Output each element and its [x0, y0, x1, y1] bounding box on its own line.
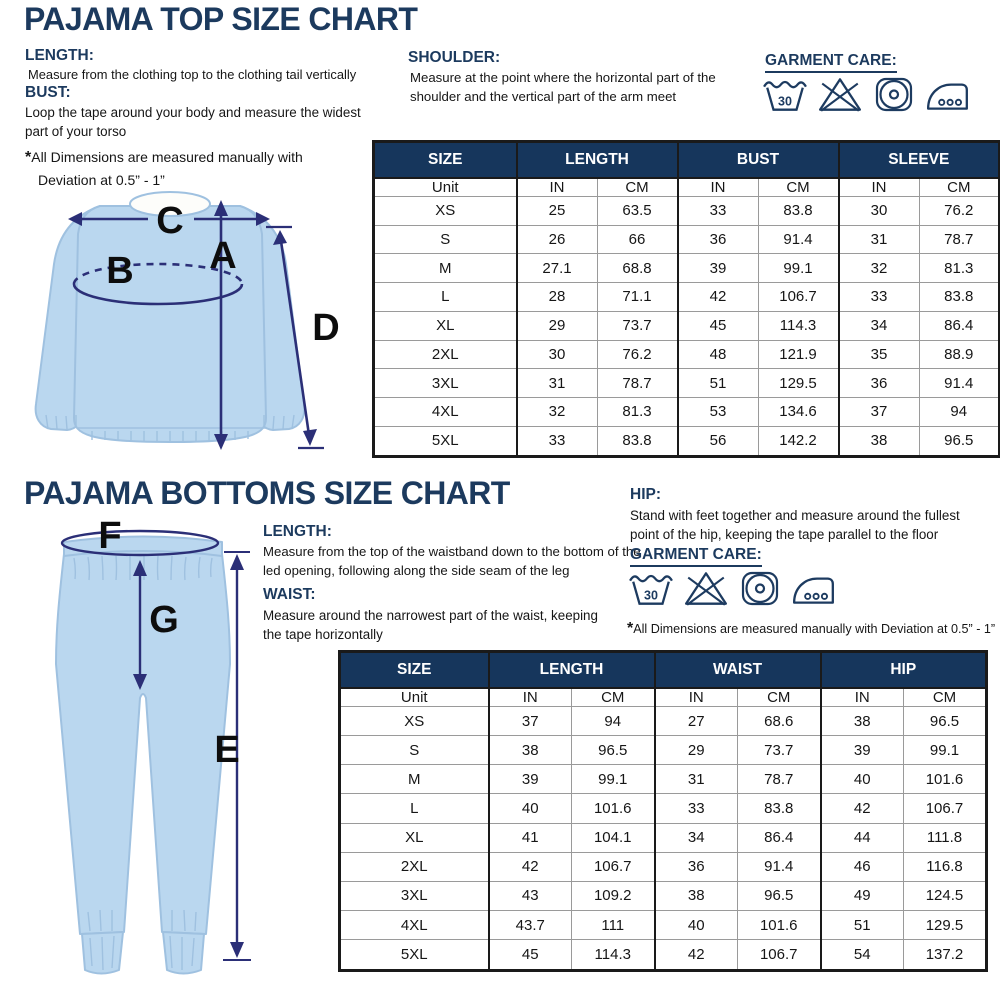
unit-label-cell: Unit — [374, 178, 517, 197]
value-cell: 51 — [678, 369, 759, 398]
value-cell: 96.5 — [919, 426, 1000, 456]
unit-cell: CM — [904, 688, 987, 707]
hip-label: HIP: — [630, 486, 661, 503]
value-cell: 45 — [489, 940, 572, 971]
col-header-size: SIZE — [374, 142, 517, 179]
value-cell: 43.7 — [489, 910, 572, 939]
value-cell: 53 — [678, 397, 759, 426]
value-cell: 38 — [655, 881, 738, 910]
value-cell: 134.6 — [758, 397, 839, 426]
bottoms-length-desc: Measure from the top of the waistband down to the bottom of the led opening, following along the side seam of the leg — [263, 544, 641, 578]
size-cell: XL — [374, 311, 517, 340]
garment-care-icons-bottoms — [628, 568, 837, 608]
value-cell: 29 — [517, 311, 598, 340]
value-cell: 56 — [678, 426, 759, 456]
value-cell: 81.3 — [919, 254, 1000, 283]
size-cell: XL — [340, 823, 489, 852]
shoulder-label: SHOULDER: — [408, 49, 501, 66]
col-header-length: LENGTH — [517, 142, 678, 179]
value-cell: 81.3 — [597, 397, 678, 426]
length-label: LENGTH: — [25, 47, 94, 64]
top-size-table-body — [374, 197, 1000, 457]
value-cell: 32 — [517, 397, 598, 426]
unit-cell: CM — [738, 688, 821, 707]
value-cell: 28 — [517, 283, 598, 312]
table-row — [340, 852, 987, 881]
right-cuff — [163, 932, 204, 974]
size-cell: 3XL — [374, 369, 517, 398]
value-cell: 31 — [839, 225, 920, 254]
bottoms-waist-label: WAIST: — [263, 586, 316, 603]
size-cell: XS — [340, 707, 489, 736]
size-cell: L — [374, 283, 517, 312]
value-cell: 106.7 — [572, 852, 655, 881]
value-cell: 78.7 — [597, 369, 678, 398]
table-row — [340, 707, 987, 736]
value-cell: 29 — [655, 736, 738, 765]
value-cell: 27 — [655, 707, 738, 736]
size-cell: L — [340, 794, 489, 823]
value-cell: 101.6 — [572, 794, 655, 823]
value-cell: 96.5 — [572, 736, 655, 765]
diagram-label-c: C — [156, 200, 184, 242]
value-cell: 68.8 — [597, 254, 678, 283]
col-header-waist: WAIST — [655, 652, 821, 689]
value-cell: 83.8 — [919, 283, 1000, 312]
unit-label-cell: Unit — [340, 688, 489, 707]
pajama-top-illustration — [8, 186, 368, 468]
table-row — [340, 736, 987, 765]
note-line1: All Dimensions are measured manually with — [31, 149, 303, 165]
table-row — [374, 397, 1000, 426]
value-cell: 38 — [489, 736, 572, 765]
value-cell: 40 — [821, 765, 904, 794]
diagram-label-g: G — [149, 599, 179, 641]
value-cell: 42 — [655, 940, 738, 971]
value-cell: 34 — [839, 311, 920, 340]
wash-temp: 30 — [644, 588, 658, 603]
table-row — [340, 765, 987, 794]
value-cell: 78.7 — [738, 765, 821, 794]
value-cell: 83.8 — [597, 426, 678, 456]
value-cell: 142.2 — [758, 426, 839, 456]
value-cell: 33 — [517, 426, 598, 456]
value-cell: 86.4 — [919, 311, 1000, 340]
diagram-label-a: A — [209, 235, 237, 277]
note-asterisk: * — [627, 620, 634, 637]
value-cell: 44 — [821, 823, 904, 852]
size-cell: 3XL — [340, 881, 489, 910]
value-cell: 42 — [821, 794, 904, 823]
do-not-bleach-icon — [817, 74, 863, 114]
value-cell: 30 — [839, 197, 920, 226]
value-cell: 33 — [655, 794, 738, 823]
unit-row — [340, 688, 987, 707]
size-cell: 5XL — [340, 940, 489, 971]
value-cell: 94 — [919, 397, 1000, 426]
value-cell: 54 — [821, 940, 904, 971]
value-cell: 31 — [655, 765, 738, 794]
value-cell: 111.8 — [904, 823, 987, 852]
value-cell: 106.7 — [758, 283, 839, 312]
value-cell: 104.1 — [572, 823, 655, 852]
unit-cell: IN — [678, 178, 759, 197]
unit-cell: CM — [572, 688, 655, 707]
value-cell: 49 — [821, 881, 904, 910]
col-header-size: SIZE — [340, 652, 489, 689]
value-cell: 42 — [489, 852, 572, 881]
value-cell: 37 — [839, 397, 920, 426]
iron-icon — [925, 74, 971, 114]
table-row — [374, 369, 1000, 398]
value-cell: 78.7 — [919, 225, 1000, 254]
value-cell: 94 — [572, 707, 655, 736]
value-cell: 71.1 — [597, 283, 678, 312]
value-cell: 68.6 — [738, 707, 821, 736]
value-cell: 33 — [839, 283, 920, 312]
diagram-label-e: E — [214, 729, 240, 771]
unit-cell: IN — [821, 688, 904, 707]
value-cell: 121.9 — [758, 340, 839, 369]
wash-30-icon — [628, 568, 674, 608]
value-cell: 51 — [821, 910, 904, 939]
table-row — [374, 197, 1000, 226]
value-cell: 41 — [489, 823, 572, 852]
value-cell: 39 — [821, 736, 904, 765]
value-cell: 34 — [655, 823, 738, 852]
pajama-bottoms-illustration — [22, 514, 284, 986]
value-cell: 96.5 — [738, 881, 821, 910]
tumble-dry-icon — [738, 568, 782, 608]
value-cell: 48 — [678, 340, 759, 369]
value-cell: 46 — [821, 852, 904, 881]
size-cell: 2XL — [374, 340, 517, 369]
pants-body — [56, 549, 230, 934]
top-chart-title: PAJAMA TOP SIZE CHART — [24, 1, 418, 37]
value-cell: 36 — [839, 369, 920, 398]
value-cell: 36 — [678, 225, 759, 254]
value-cell: 116.8 — [904, 852, 987, 881]
value-cell: 106.7 — [904, 794, 987, 823]
bottoms-chart-title: PAJAMA BOTTOMS SIZE CHART — [24, 475, 510, 511]
wash-30-icon — [762, 74, 808, 114]
value-cell: 66 — [597, 225, 678, 254]
hip-desc: Stand with feet together and measure around the fullest point of the hip, keeping the tape parallel to the floor — [630, 508, 960, 543]
col-header-bust: BUST — [678, 142, 839, 179]
value-cell: 88.9 — [919, 340, 1000, 369]
unit-cell: CM — [597, 178, 678, 197]
iron-icon — [791, 568, 837, 608]
unit-cell: CM — [919, 178, 1000, 197]
bottoms-length-label: LENGTH: — [263, 523, 332, 540]
value-cell: 39 — [489, 765, 572, 794]
value-cell: 33 — [678, 197, 759, 226]
table-row — [340, 881, 987, 910]
unit-row — [374, 178, 1000, 197]
value-cell: 83.8 — [738, 794, 821, 823]
table-row — [374, 254, 1000, 283]
value-cell: 129.5 — [758, 369, 839, 398]
top-note — [25, 146, 365, 191]
shoulder-desc: Measure at the point where the horizontal part of the shoulder and the vertical part of the arm meet — [410, 70, 716, 104]
table-row — [374, 340, 1000, 369]
col-header-length: LENGTH — [489, 652, 655, 689]
garment-care-label: GARMENT CARE: — [765, 52, 897, 73]
value-cell: 39 — [678, 254, 759, 283]
value-cell: 106.7 — [738, 940, 821, 971]
value-cell: 99.1 — [758, 254, 839, 283]
size-cell: 4XL — [374, 397, 517, 426]
size-cell: M — [340, 765, 489, 794]
wash-temp: 30 — [778, 94, 792, 109]
value-cell: 101.6 — [904, 765, 987, 794]
value-cell: 99.1 — [904, 736, 987, 765]
value-cell: 38 — [839, 426, 920, 456]
unit-cell: IN — [839, 178, 920, 197]
table-header-row — [374, 142, 1000, 179]
table-row — [374, 225, 1000, 254]
value-cell: 76.2 — [597, 340, 678, 369]
col-header-hip: HIP — [821, 652, 987, 689]
value-cell: 124.5 — [904, 881, 987, 910]
unit-cell: IN — [655, 688, 738, 707]
table-row — [374, 311, 1000, 340]
value-cell: 109.2 — [572, 881, 655, 910]
value-cell: 36 — [655, 852, 738, 881]
value-cell: 38 — [821, 707, 904, 736]
value-cell: 86.4 — [738, 823, 821, 852]
size-cell: 4XL — [340, 910, 489, 939]
unit-cell: IN — [517, 178, 598, 197]
size-cell: S — [374, 225, 517, 254]
size-cell: 2XL — [340, 852, 489, 881]
value-cell: 91.4 — [758, 225, 839, 254]
value-cell: 30 — [517, 340, 598, 369]
bust-label: BUST: — [25, 84, 71, 101]
tumble-dry-icon — [872, 74, 916, 114]
value-cell: 25 — [517, 197, 598, 226]
unit-cell: CM — [758, 178, 839, 197]
value-cell: 73.7 — [738, 736, 821, 765]
value-cell: 31 — [517, 369, 598, 398]
value-cell: 35 — [839, 340, 920, 369]
value-cell: 40 — [489, 794, 572, 823]
do-not-bleach-icon — [683, 568, 729, 608]
value-cell: 45 — [678, 311, 759, 340]
garment-care-label-bottoms: GARMENT CARE: — [630, 546, 762, 567]
diagram-label-d: D — [312, 307, 340, 349]
size-cell: S — [340, 736, 489, 765]
top-size-table — [372, 140, 1000, 458]
value-cell: 129.5 — [904, 910, 987, 939]
value-cell: 114.3 — [572, 940, 655, 971]
length-desc: Measure from the clothing top to the clothing tail vertically — [28, 67, 357, 82]
value-cell: 83.8 — [758, 197, 839, 226]
value-cell: 91.4 — [738, 852, 821, 881]
diagram-label-b: B — [106, 250, 134, 292]
value-cell: 111 — [572, 910, 655, 939]
value-cell: 63.5 — [597, 197, 678, 226]
value-cell: 40 — [655, 910, 738, 939]
value-cell: 32 — [839, 254, 920, 283]
value-cell: 43 — [489, 881, 572, 910]
value-cell: 76.2 — [919, 197, 1000, 226]
value-cell: 27.1 — [517, 254, 598, 283]
garment-care-icons — [762, 74, 971, 114]
note-asterisk: * — [25, 149, 32, 166]
value-cell: 99.1 — [572, 765, 655, 794]
value-cell: 91.4 — [919, 369, 1000, 398]
value-cell: 137.2 — [904, 940, 987, 971]
size-cell: XS — [374, 197, 517, 226]
value-cell: 96.5 — [904, 707, 987, 736]
bottoms-note-text: All Dimensions are measured manually with Deviation at 0.5” - 1” — [633, 622, 996, 636]
bottoms-size-table-body — [340, 707, 987, 971]
value-cell: 101.6 — [738, 910, 821, 939]
bottoms-note — [627, 617, 995, 641]
unit-cell: IN — [489, 688, 572, 707]
bottoms-waist-desc: Measure around the narrowest part of the waist, keeping the tape horizontally — [263, 608, 598, 643]
diagram-label-f: F — [98, 515, 122, 557]
value-cell: 37 — [489, 707, 572, 736]
bust-desc: Loop the tape around your body and measure the widest part of your torso — [25, 105, 361, 140]
value-cell: 42 — [678, 283, 759, 312]
note-line2: Deviation at 0.5” - 1” — [38, 172, 165, 188]
size-cell: 5XL — [374, 426, 517, 456]
table-row — [374, 283, 1000, 312]
value-cell: 114.3 — [758, 311, 839, 340]
value-cell: 73.7 — [597, 311, 678, 340]
table-row — [340, 794, 987, 823]
col-header-sleeve: SLEEVE — [839, 142, 1000, 179]
table-header-row — [340, 652, 987, 689]
bottoms-size-table — [338, 650, 988, 972]
table-row — [340, 823, 987, 852]
table-row — [340, 940, 987, 971]
table-row — [374, 426, 1000, 456]
value-cell: 26 — [517, 225, 598, 254]
table-row — [340, 910, 987, 939]
size-cell: M — [374, 254, 517, 283]
